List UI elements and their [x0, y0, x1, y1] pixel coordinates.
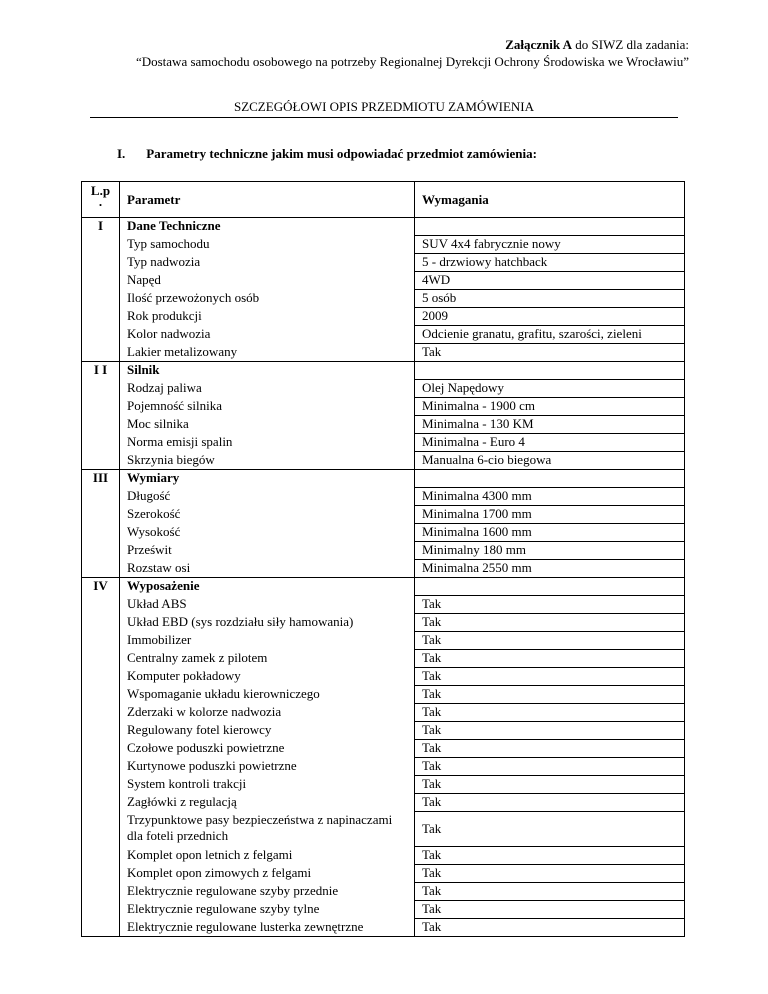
parameter-cell: Rok produkcji [120, 308, 415, 326]
annex-reference [0, 36, 689, 53]
requirement-cell: Manualna 6-cio biegowa [415, 452, 685, 470]
header-requirements: Wymagania [415, 182, 685, 218]
header-parameter: Parametr [120, 182, 415, 218]
requirement-cell: Tak [415, 740, 685, 758]
document-title: SZCZEGÓŁOWI OPIS PRZEDMIOTU ZAMÓWIENIA [233, 99, 535, 114]
row-number-cell [82, 704, 120, 722]
table-row [82, 272, 685, 290]
requirement-cell: Odcienie granatu, grafitu, szarości, zieleni [415, 326, 685, 344]
row-number-cell [82, 506, 120, 524]
requirement-cell: Tak [415, 722, 685, 740]
parameter-cell: Norma emisji spalin [120, 434, 415, 452]
table-row [82, 794, 685, 812]
requirement-cell: Minimalny 180 mm [415, 542, 685, 560]
row-number-cell [82, 236, 120, 254]
table-row [82, 344, 685, 362]
requirement-cell: Tak [415, 812, 685, 847]
requirement-cell: Minimalna 2550 mm [415, 560, 685, 578]
parameter-cell: Elektrycznie regulowane szyby przednie [120, 883, 415, 901]
row-number-cell [82, 596, 120, 614]
table-row [82, 434, 685, 452]
parameter-cell: Szerokość [120, 506, 415, 524]
parameter-cell: System kontroli trakcji [120, 776, 415, 794]
row-number-cell [82, 272, 120, 290]
row-number-cell [82, 847, 120, 865]
row-number-cell [82, 650, 120, 668]
parameter-cell: Napęd [120, 272, 415, 290]
parameter-cell: Pojemność silnika [120, 398, 415, 416]
requirement-cell: Tak [415, 883, 685, 901]
row-number-cell [82, 452, 120, 470]
parameter-cell: Długość [120, 488, 415, 506]
parameter-cell: Typ samochodu [120, 236, 415, 254]
table-row [82, 452, 685, 470]
row-number-cell [82, 434, 120, 452]
parameter-cell: Wysokość [120, 524, 415, 542]
requirement-cell: Tak [415, 919, 685, 937]
row-number-cell [82, 254, 120, 272]
title-divider [90, 117, 678, 118]
table-row [82, 380, 685, 398]
requirement-cell: Minimalna - Euro 4 [415, 434, 685, 452]
table-row [82, 506, 685, 524]
parameter-cell: Kolor nadwozia [120, 326, 415, 344]
requirement-cell: Tak [415, 776, 685, 794]
table-row [82, 254, 685, 272]
row-number-cell [82, 812, 120, 847]
section-row [82, 362, 685, 380]
section-heading [117, 146, 537, 162]
requirement-cell: Tak [415, 344, 685, 362]
requirement-cell: Tak [415, 865, 685, 883]
table-row [82, 416, 685, 434]
section-number-cell: I [82, 218, 120, 236]
requirement-cell: 2009 [415, 308, 685, 326]
section-empty-cell [415, 578, 685, 596]
parameter-cell: Elektrycznie regulowane lusterka zewnętrzne [120, 919, 415, 937]
row-number-cell [82, 686, 120, 704]
parameter-cell: Ilość przewożonych osób [120, 290, 415, 308]
section-empty-cell [415, 470, 685, 488]
parameter-cell: Układ ABS [120, 596, 415, 614]
parameter-cell: Trzypunktowe pasy bezpieczeństwa z napinaczami dla foteli przednich [120, 812, 415, 847]
table-row [82, 919, 685, 937]
section-row [82, 578, 685, 596]
table-row [82, 668, 685, 686]
parameter-cell: Układ EBD (sys rozdziału siły hamowania) [120, 614, 415, 632]
section-number: I. [117, 146, 126, 161]
parameter-cell: Czołowe poduszki powietrzne [120, 740, 415, 758]
requirement-cell: Tak [415, 794, 685, 812]
row-number-cell [82, 344, 120, 362]
table-row [82, 865, 685, 883]
parameter-cell: Komplet opon zimowych z felgami [120, 865, 415, 883]
table-row [82, 542, 685, 560]
section-row [82, 470, 685, 488]
table-row [82, 560, 685, 578]
section-text: Parametry techniczne jakim musi odpowiadać przedmiot zamówienia: [146, 146, 537, 161]
row-number-cell [82, 794, 120, 812]
section-name-cell: Wyposażenie [120, 578, 415, 596]
table-row [82, 632, 685, 650]
requirement-cell: Tak [415, 614, 685, 632]
parameter-cell: Wspomaganie układu kierowniczego [120, 686, 415, 704]
table-row [82, 722, 685, 740]
row-number-cell [82, 632, 120, 650]
table-row [82, 758, 685, 776]
requirement-cell: Tak [415, 847, 685, 865]
parameter-cell: Komputer pokładowy [120, 668, 415, 686]
table-row [82, 650, 685, 668]
section-number-cell: I I [82, 362, 120, 380]
requirement-cell: 5 - drzwiowy hatchback [415, 254, 685, 272]
parameter-cell: Zagłówki z regulacją [120, 794, 415, 812]
parameter-cell: Centralny zamek z pilotem [120, 650, 415, 668]
parameter-cell: Skrzynia biegów [120, 452, 415, 470]
table-row [82, 847, 685, 865]
requirement-cell: Tak [415, 632, 685, 650]
annex-suffix: do SIWZ dla zadania: [572, 37, 689, 52]
requirement-cell: SUV 4x4 fabrycznie nowy [415, 236, 685, 254]
parameter-cell: Kurtynowe poduszki powietrzne [120, 758, 415, 776]
table-row [82, 704, 685, 722]
requirement-cell: Tak [415, 686, 685, 704]
row-number-cell [82, 865, 120, 883]
table-row [82, 740, 685, 758]
table-row [82, 488, 685, 506]
table-row [82, 308, 685, 326]
table-row [82, 883, 685, 901]
requirement-cell: Tak [415, 668, 685, 686]
row-number-cell [82, 290, 120, 308]
section-name-cell: Silnik [120, 362, 415, 380]
table-row [82, 901, 685, 919]
requirement-cell: Tak [415, 758, 685, 776]
row-number-cell [82, 668, 120, 686]
requirement-cell: Olej Napędowy [415, 380, 685, 398]
requirement-cell: Minimalna - 130 KM [415, 416, 685, 434]
table-header-row [82, 182, 685, 218]
row-number-cell [82, 524, 120, 542]
section-number-cell: III [82, 470, 120, 488]
parameter-cell: Zderzaki w kolorze nadwozia [120, 704, 415, 722]
requirement-cell: Minimalna 1700 mm [415, 506, 685, 524]
section-name-cell: Dane Techniczne [120, 218, 415, 236]
table-row [82, 326, 685, 344]
parameter-cell: Rozstaw osi [120, 560, 415, 578]
requirement-cell: 4WD [415, 272, 685, 290]
parameter-cell: Immobilizer [120, 632, 415, 650]
requirement-cell: Minimalna - 1900 cm [415, 398, 685, 416]
table-row [82, 236, 685, 254]
row-number-cell [82, 560, 120, 578]
row-number-cell [82, 883, 120, 901]
section-empty-cell [415, 362, 685, 380]
annex-label: Załącznik A [505, 37, 573, 52]
row-number-cell [82, 398, 120, 416]
row-number-cell [82, 380, 120, 398]
specification-table [81, 181, 685, 937]
row-number-cell [82, 722, 120, 740]
requirement-cell: Tak [415, 650, 685, 668]
row-number-cell [82, 416, 120, 434]
parameter-cell: Typ nadwozia [120, 254, 415, 272]
requirement-cell: Tak [415, 704, 685, 722]
table-row [82, 812, 685, 847]
table-row [82, 398, 685, 416]
requirement-cell: Minimalna 4300 mm [415, 488, 685, 506]
parameter-cell: Moc silnika [120, 416, 415, 434]
row-number-cell [82, 740, 120, 758]
table-row [82, 686, 685, 704]
row-number-cell [82, 488, 120, 506]
requirement-cell: Tak [415, 596, 685, 614]
contract-title: “Dostawa samochodu osobowego na potrzeby Regionalnej Dyrekcji Ochrony Środowiska we Wrocławiu” [135, 54, 689, 69]
table-row [82, 776, 685, 794]
row-number-cell [82, 758, 120, 776]
section-number-cell: IV [82, 578, 120, 596]
parameter-cell: Prześwit [120, 542, 415, 560]
section-row [82, 218, 685, 236]
row-number-cell [82, 919, 120, 937]
requirement-cell: Minimalna 1600 mm [415, 524, 685, 542]
row-number-cell [82, 326, 120, 344]
parameter-cell: Elektrycznie regulowane szyby tylne [120, 901, 415, 919]
table-row [82, 290, 685, 308]
section-name-cell: Wymiary [120, 470, 415, 488]
section-empty-cell [415, 218, 685, 236]
parameter-cell: Rodzaj paliwa [120, 380, 415, 398]
row-number-cell [82, 542, 120, 560]
parameter-cell: Komplet opon letnich z felgami [120, 847, 415, 865]
row-number-cell [82, 901, 120, 919]
requirement-cell: 5 osób [415, 290, 685, 308]
requirement-cell: Tak [415, 901, 685, 919]
table-row [82, 524, 685, 542]
row-number-cell [82, 308, 120, 326]
row-number-cell [82, 614, 120, 632]
parameter-cell: Lakier metalizowany [120, 344, 415, 362]
table-row [82, 596, 685, 614]
table-row [82, 614, 685, 632]
specification-table-body [82, 182, 685, 937]
row-number-cell [82, 776, 120, 794]
header-lp: L.p . [82, 182, 120, 218]
parameter-cell: Regulowany fotel kierowcy [120, 722, 415, 740]
